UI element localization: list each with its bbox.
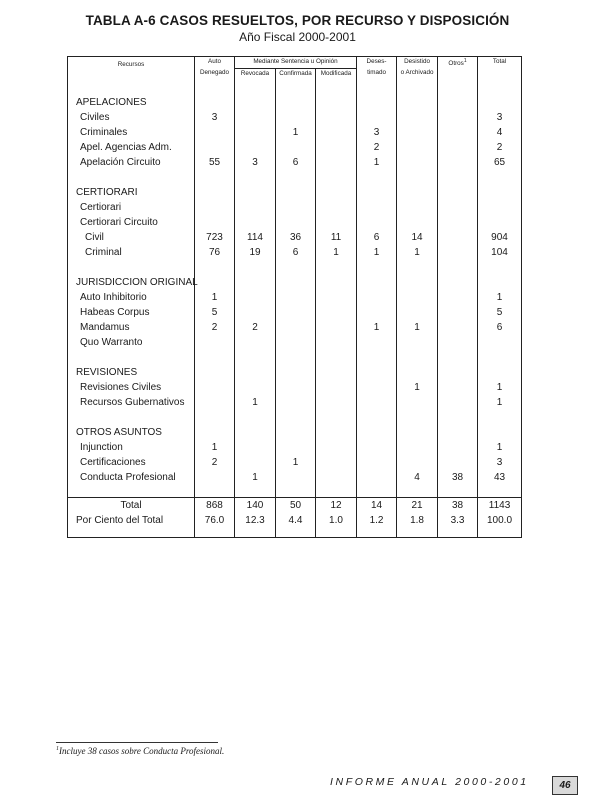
total-label: Total (68, 497, 195, 513)
section-title: OTROS ASUNTOS (68, 425, 195, 440)
cell-value: 1 (316, 245, 357, 260)
section-gap (68, 350, 522, 365)
header-desestimado-line2: timado (357, 68, 397, 83)
header-desistido-line2: o Archivado (397, 68, 438, 83)
total-value: 21 (397, 497, 438, 513)
cell-value (438, 440, 478, 455)
cell-value (276, 140, 316, 155)
table-row (68, 125, 522, 140)
cell-value (397, 335, 438, 350)
table-top-spacer (68, 83, 522, 95)
total-value: 1143 (478, 497, 522, 513)
table-row (68, 110, 522, 125)
cell-value: 19 (235, 245, 276, 260)
row-label: Conducta Profesional (68, 470, 195, 485)
table-row (68, 140, 522, 155)
row-label: Apel. Agencias Adm. (68, 140, 195, 155)
cell-value: 43 (478, 470, 522, 485)
section-heading-row (68, 365, 522, 380)
cell-value: 36 (276, 230, 316, 245)
cell-value (357, 380, 397, 395)
cell-value (438, 200, 478, 215)
cell-value: 2 (195, 455, 235, 470)
cell-value: 6 (357, 230, 397, 245)
cell-value (316, 305, 357, 320)
cell-value (235, 110, 276, 125)
row-label: Civil (68, 230, 195, 245)
row-label: Habeas Corpus (68, 305, 195, 320)
table-row (68, 335, 522, 350)
cell-value: 1 (276, 125, 316, 140)
cell-value: 104 (478, 245, 522, 260)
cell-value (235, 380, 276, 395)
total-value: 12 (316, 497, 357, 513)
row-label: Mandamus (68, 320, 195, 335)
cell-value: 4 (397, 470, 438, 485)
row-label: Certiorari (68, 200, 195, 215)
cell-value (397, 140, 438, 155)
footnote-mark: 1 (56, 746, 59, 752)
cell-value (195, 380, 235, 395)
cell-value: 4 (478, 125, 522, 140)
table-row (68, 380, 522, 395)
cell-value (397, 290, 438, 305)
cell-value (316, 215, 357, 230)
cell-value (438, 395, 478, 410)
table-row (68, 155, 522, 170)
table-row (68, 395, 522, 410)
cell-value (357, 305, 397, 320)
cell-value: 114 (235, 230, 276, 245)
row-label: Apelación Circuito (68, 155, 195, 170)
cell-value: 1 (478, 395, 522, 410)
cell-value (438, 230, 478, 245)
cell-value: 3 (235, 155, 276, 170)
section-gap (68, 410, 522, 425)
cell-value (357, 395, 397, 410)
table-row (68, 455, 522, 470)
cell-value (478, 335, 522, 350)
percent-row (68, 513, 522, 528)
table-subtitle: Año Fiscal 2000-2001 (239, 30, 356, 44)
cell-value (316, 200, 357, 215)
cell-value: 2 (478, 140, 522, 155)
cell-value (276, 440, 316, 455)
total-value: 38 (438, 497, 478, 513)
header-auto-line1: Auto (195, 57, 235, 69)
cell-value: 76 (195, 245, 235, 260)
cell-value: 1 (235, 395, 276, 410)
cell-value (316, 290, 357, 305)
cell-value: 5 (195, 305, 235, 320)
cell-value (276, 335, 316, 350)
cell-value: 38 (438, 470, 478, 485)
cell-value (316, 380, 357, 395)
cell-value: 2 (357, 140, 397, 155)
cell-value (397, 305, 438, 320)
header-recursos: Recursos (68, 57, 195, 83)
row-label: Recursos Gubernativos (68, 395, 195, 410)
cell-value (195, 200, 235, 215)
total-value: 50 (276, 497, 316, 513)
table-row (68, 305, 522, 320)
cell-value (438, 320, 478, 335)
cell-value: 55 (195, 155, 235, 170)
section-gap (68, 170, 522, 185)
row-label: Criminal (68, 245, 195, 260)
section-title: CERTIORARI (68, 185, 195, 200)
cell-value (276, 110, 316, 125)
cell-value: 3 (195, 110, 235, 125)
cell-value (195, 395, 235, 410)
cell-value: 11 (316, 230, 357, 245)
cell-value (357, 470, 397, 485)
cell-value (357, 290, 397, 305)
header-confirmada: Confirmada (276, 68, 316, 83)
percent-value: 1.0 (316, 513, 357, 528)
cell-value: 1 (397, 245, 438, 260)
cell-value (235, 215, 276, 230)
cell-value: 1 (478, 290, 522, 305)
cell-value (276, 380, 316, 395)
row-label: Civiles (68, 110, 195, 125)
cell-value (276, 290, 316, 305)
row-label: Injunction (68, 440, 195, 455)
cell-value: 3 (478, 110, 522, 125)
header-desistido-line1: Desistido (397, 57, 438, 69)
report-footer: INFORME ANUAL 2000-2001 (330, 776, 529, 788)
section-heading-row (68, 95, 522, 110)
table-row (68, 440, 522, 455)
row-label: Quo Warranto (68, 335, 195, 350)
footnote-text: Incluye 38 casos sobre Conducta Profesional. (59, 746, 225, 756)
cell-value (316, 470, 357, 485)
section-heading-row (68, 185, 522, 200)
cell-value (195, 140, 235, 155)
table-row (68, 290, 522, 305)
header-revocada: Revocada (235, 68, 276, 83)
percent-value: 4.4 (276, 513, 316, 528)
cell-value: 1 (357, 245, 397, 260)
header-otros-footnote-mark: 1 (463, 58, 467, 64)
header-modificada: Modificada (316, 68, 357, 83)
percent-label: Por Ciento del Total (68, 513, 195, 528)
cell-value (276, 395, 316, 410)
cell-value (397, 125, 438, 140)
cell-value: 904 (478, 230, 522, 245)
cell-value: 1 (195, 440, 235, 455)
cell-value (195, 125, 235, 140)
cell-value: 14 (397, 230, 438, 245)
section-gap (68, 260, 522, 275)
cell-value (397, 200, 438, 215)
cell-value (438, 110, 478, 125)
cell-value: 723 (195, 230, 235, 245)
table-bottom-spacer (68, 485, 522, 498)
cell-value (438, 335, 478, 350)
cell-value (276, 470, 316, 485)
row-label: Revisiones Civiles (68, 380, 195, 395)
cell-value (316, 395, 357, 410)
table-row (68, 215, 522, 230)
cell-value (235, 125, 276, 140)
cell-value: 2 (235, 320, 276, 335)
header-desestimado-line1: Deses- (357, 57, 397, 69)
cell-value (438, 245, 478, 260)
header-otros-label: Otros (448, 60, 464, 68)
cell-value (357, 110, 397, 125)
cell-value: 6 (478, 320, 522, 335)
row-label: Certiorari Circuito (68, 215, 195, 230)
cell-value (235, 290, 276, 305)
row-label: Certificaciones (68, 455, 195, 470)
cell-value (438, 125, 478, 140)
table-title: TABLA A-6 CASOS RESUELTOS, POR RECURSO Y DISPOSICIÓN (85, 13, 510, 28)
cell-value: 6 (276, 155, 316, 170)
percent-value: 100.0 (478, 513, 522, 528)
cell-value (478, 215, 522, 230)
footnote-rule (56, 742, 218, 743)
header-total: Total (478, 57, 522, 69)
percent-value: 3.3 (438, 513, 478, 528)
cell-value (438, 155, 478, 170)
cell-value (316, 110, 357, 125)
cell-value (195, 335, 235, 350)
cell-value (438, 140, 478, 155)
cell-value (316, 335, 357, 350)
cell-value (276, 215, 316, 230)
footnote (56, 746, 224, 756)
total-row (68, 497, 522, 513)
cell-value (276, 305, 316, 320)
cell-value (235, 440, 276, 455)
cell-value: 65 (478, 155, 522, 170)
cell-value (438, 290, 478, 305)
cases-table (67, 56, 522, 538)
percent-value: 1.2 (357, 513, 397, 528)
cell-value: 1 (195, 290, 235, 305)
table-row (68, 245, 522, 260)
total-value: 868 (195, 497, 235, 513)
cell-value (316, 140, 357, 155)
cell-value (235, 335, 276, 350)
cell-value: 2 (195, 320, 235, 335)
cell-value (438, 455, 478, 470)
table-row (68, 320, 522, 335)
percent-value: 12.3 (235, 513, 276, 528)
table-row (68, 230, 522, 245)
section-heading-row (68, 275, 522, 290)
cell-value: 1 (276, 455, 316, 470)
cell-value: 1 (235, 470, 276, 485)
percent-value: 76.0 (195, 513, 235, 528)
total-value: 140 (235, 497, 276, 513)
cell-value (235, 455, 276, 470)
cell-value (397, 395, 438, 410)
cell-value (357, 215, 397, 230)
cell-value (316, 155, 357, 170)
row-label: Auto Inhibitorio (68, 290, 195, 305)
cell-value: 3 (478, 455, 522, 470)
section-title: APELACIONES (68, 95, 195, 110)
cell-value (438, 305, 478, 320)
section-title: REVISIONES (68, 365, 195, 380)
cell-value (316, 455, 357, 470)
cell-value (397, 455, 438, 470)
cell-value (357, 335, 397, 350)
header-otros (438, 57, 478, 69)
cell-value (316, 125, 357, 140)
cell-value: 1 (397, 380, 438, 395)
cell-value (195, 215, 235, 230)
cell-value (357, 440, 397, 455)
cell-value: 1 (478, 440, 522, 455)
header-auto-line2: Denegado (195, 68, 235, 83)
header-sentencia-group: Mediante Sentencia u Opinión (235, 57, 357, 69)
cell-value (438, 380, 478, 395)
cell-value (235, 305, 276, 320)
cell-value (357, 455, 397, 470)
cell-value (276, 320, 316, 335)
cell-value: 1 (357, 155, 397, 170)
cell-value (316, 440, 357, 455)
cell-value: 1 (478, 380, 522, 395)
cell-value: 6 (276, 245, 316, 260)
cell-value (397, 215, 438, 230)
cell-value: 3 (357, 125, 397, 140)
table-end-row (68, 528, 522, 538)
section-title: JURISDICCION ORIGINAL (68, 275, 195, 290)
cell-value (397, 110, 438, 125)
section-heading-row (68, 425, 522, 440)
percent-value: 1.8 (397, 513, 438, 528)
cell-value (357, 200, 397, 215)
cell-value (235, 140, 276, 155)
cell-value (276, 200, 316, 215)
cell-value (235, 200, 276, 215)
table-row (68, 470, 522, 485)
cell-value (478, 200, 522, 215)
row-label: Criminales (68, 125, 195, 140)
cell-value (438, 215, 478, 230)
table-row (68, 200, 522, 215)
cell-value (397, 440, 438, 455)
cell-value: 1 (357, 320, 397, 335)
cell-value (316, 320, 357, 335)
cell-value: 5 (478, 305, 522, 320)
cell-value: 1 (397, 320, 438, 335)
total-value: 14 (357, 497, 397, 513)
cell-value (397, 155, 438, 170)
cell-value (195, 470, 235, 485)
page-number: 46 (552, 776, 578, 795)
